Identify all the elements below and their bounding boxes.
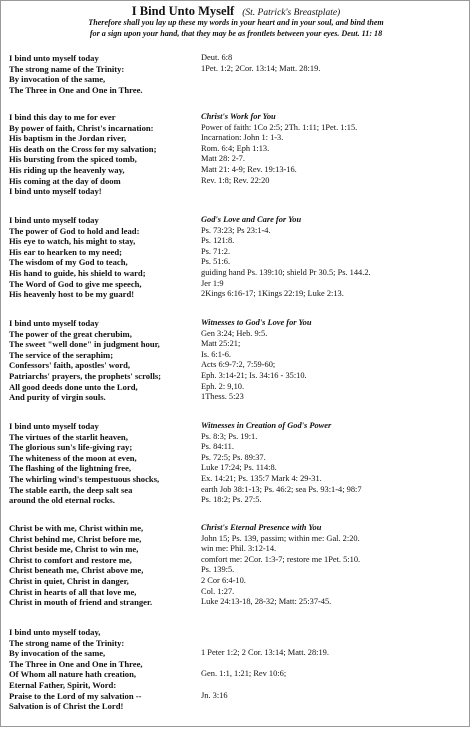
- stanza-line: Of Whom all nature hath creation,: [9, 669, 137, 680]
- references-3: [201, 215, 467, 300]
- stanza-line: By power of faith, Christ's incarnation:: [9, 122, 154, 133]
- section-heading: God's Love and Care for You: [201, 215, 302, 224]
- scripture-reference: 1Thess. 5:23: [201, 392, 244, 402]
- stanza-line: I bind unto myself today: [9, 421, 99, 431]
- stanza-line: And purity of virgin souls.: [9, 392, 106, 403]
- stanza-6: [9, 523, 197, 608]
- reference-spacer: [201, 659, 467, 670]
- scripture-reference: Is. 6:1-6.: [201, 349, 232, 359]
- stanza-line: Patriarchs' prayers, the prophets' scrolls;: [9, 370, 162, 381]
- scripture-reference: John 15; Ps. 139, passim; within me: Gal. 2:20.: [201, 533, 360, 543]
- stanza-line: The Three in One and One in Three.: [9, 84, 143, 95]
- scripture-reference: Ps. 18:2; Ps. 27:5.: [201, 495, 262, 505]
- scripture-reference: Ex. 14:21; Ps. 135:7 Mark 4: 29-31.: [201, 473, 322, 483]
- stanza-line: By invocation of the same,: [9, 648, 106, 659]
- stanza-line: The whirling wind's tempestuous shocks,: [9, 473, 160, 484]
- stanza-line: Christ behind me, Christ before me,: [9, 533, 142, 544]
- scripture-reference: 1Pet. 1:2; 2Cor. 13:14; Matt. 28:19.: [201, 63, 321, 73]
- section-heading: Witnesses to God's Love for You: [201, 318, 312, 327]
- stanza-line: His death on the Cross for my salvation;: [9, 143, 157, 154]
- scripture-reference: Ps. 73:23; Ps 23:1-4.: [201, 225, 271, 235]
- scripture-reference: 2Kings 6:16-17; 1Kings 22:19; Luke 2:13.: [201, 289, 344, 299]
- epigraph-line-2: for a sign upon your hand, that they may be as frontlets between your eyes. Deut. 11: 18: [89, 29, 383, 38]
- reference-spacer: [201, 680, 467, 691]
- scripture-reference: Rom. 6:4; Eph 1:13.: [201, 143, 270, 153]
- scripture-reference: Matt 21: 4-9; Rev. 19:13-16.: [201, 164, 297, 174]
- scripture-reference: Ps. 72:5; Ps. 89:37.: [201, 452, 266, 462]
- stanza-line: I bind unto myself today: [9, 215, 99, 225]
- stanza-line: The service of the seraphim;: [9, 349, 114, 360]
- scripture-reference: Power of faith: 1Co 2:5; 2Th. 1:11; 1Pet. 1:15.: [201, 122, 358, 132]
- stanza-line: Christ to comfort and restore me,: [9, 554, 132, 565]
- scripture-reference: 2 Cor 6:4-10.: [201, 575, 246, 585]
- stanza-line: His hand to guide, his shield to ward;: [9, 267, 146, 278]
- stanza-line: The power of God to hold and lead:: [9, 225, 140, 236]
- scripture-reference: Jn. 3:16: [201, 690, 228, 700]
- references-6: [201, 523, 467, 608]
- stanza-line: Salvation is of Christ the Lord!: [9, 701, 124, 712]
- stanza-4: [9, 318, 197, 403]
- scripture-reference: Eph. 3:14-21; Is. 34:16 - 35:10.: [201, 370, 307, 380]
- scripture-reference: Rev. 1:8; Rev. 22:20: [201, 175, 270, 185]
- reference-spacer: [201, 638, 467, 649]
- stanza-line: I bind unto myself today: [9, 318, 99, 328]
- scripture-reference: Jer 1:9: [201, 278, 224, 288]
- scripture-reference: Acts 6:9-7:2, 7:59-60;: [201, 360, 276, 370]
- scripture-reference: Ps. 71:2.: [201, 246, 231, 256]
- scripture-reference: Incarnation: John 1: 1-3.: [201, 133, 284, 143]
- stanza-line: The glorious sun's life-giving ray;: [9, 442, 133, 453]
- stanza-7: [9, 627, 197, 712]
- stanza-line: The whiteness of the moon at even,: [9, 452, 137, 463]
- stanza-line: The Three in One and One in Three,: [9, 658, 143, 669]
- stanza-line: I bind unto myself today,: [9, 627, 101, 637]
- references-4: [201, 318, 467, 403]
- scripture-reference: Ps. 51:6.: [201, 257, 231, 267]
- stanza-line: The power of the great cherubim,: [9, 328, 132, 339]
- stanza-line: Christ in mouth of friend and stranger.: [9, 597, 153, 608]
- stanza-line: His baptism in the Jordan river,: [9, 133, 127, 144]
- stanza-line: Confessors' faith, apostles' word,: [9, 360, 131, 371]
- stanza-line: His eye to watch, his might to stay,: [9, 236, 136, 247]
- scripture-reference: win me: Phil. 3:12-14.: [201, 544, 277, 554]
- stanza-line: By invocation of the same,: [9, 74, 106, 85]
- scripture-reference: 1 Peter 1:2; 2 Cor. 13:14; Matt. 28:19.: [201, 648, 329, 658]
- stanza-line: I bind this day to me for ever: [9, 112, 116, 122]
- scripture-reference: Matt 28: 2-7.: [201, 154, 245, 164]
- stanza-line: His riding up the heavenly way,: [9, 164, 125, 175]
- stanza-line: His coming at the day of doom: [9, 175, 121, 186]
- stanza-line: The flashing of the lightning free,: [9, 463, 132, 474]
- stanza-line: The Word of God to give me speech,: [9, 278, 142, 289]
- scripture-reference: Ps. 84:11.: [201, 442, 234, 452]
- page-subtitle: (St. Patrick's Breastplate): [242, 8, 341, 18]
- scripture-reference: Eph. 2: 9,10.: [201, 381, 245, 391]
- stanza-1: [9, 53, 197, 95]
- scripture-reference: Luke 17:24; Ps. 114:8.: [201, 463, 277, 473]
- stanza-line: Christ be with me, Christ within me,: [9, 523, 144, 533]
- epigraph-line-1: Therefore shall you lay up these my words in your heart and in your soul, and bind them: [88, 18, 384, 27]
- stanza-line: Christ beside me, Christ to win me,: [9, 544, 139, 555]
- scripture-reference: guiding hand Ps. 139:10; shield Pr 30.5; Ps. 144.2.: [201, 267, 371, 277]
- stanza-line: Eternal Father, Spirit, Word:: [9, 679, 117, 690]
- section-heading: Christ's Work for You: [201, 112, 276, 121]
- stanza-line: Christ beneath me, Christ above me,: [9, 565, 144, 576]
- stanza-line: The strong name of the Trinity:: [9, 637, 125, 648]
- stanza-line: around the old eternal rocks.: [9, 495, 115, 506]
- stanza-line: Christ in quiet, Christ in danger,: [9, 575, 129, 586]
- scripture-reference: Gen 3:24; Heb. 9:5.: [201, 328, 268, 338]
- stanza-line: His bursting from the spiced tomb,: [9, 154, 137, 165]
- stanza-line: The sweet "well done" in judgment hour,: [9, 339, 160, 350]
- stanza-3: [9, 215, 197, 300]
- scripture-reference: Deut. 6:8: [201, 53, 233, 62]
- stanza-line: The wisdom of my God to teach,: [9, 257, 128, 268]
- stanza-line: His heavenly host to be my guard!: [9, 289, 135, 300]
- scripture-reference: Ps. 139:5.: [201, 565, 235, 575]
- stanza-line: The virtues of the starlit heaven,: [9, 431, 128, 442]
- scripture-reference: Gen. 1:1, 1:21; Rev 10:6;: [201, 669, 287, 679]
- section-heading: Witnesses in Creation of God's Power: [201, 421, 332, 430]
- references-2: [201, 112, 467, 186]
- stanza-line: Praise to the Lord of my salvation --: [9, 690, 142, 701]
- scripture-reference: Matt 25:21;: [201, 339, 241, 349]
- references-1: [201, 53, 467, 74]
- reference-spacer: [201, 627, 467, 638]
- stanza-line: His ear to hearken to my need;: [9, 246, 122, 257]
- stanza-5: [9, 421, 197, 506]
- page-title: I Bind Unto Myself: [131, 4, 235, 18]
- stanza-line: I bind unto myself today!: [9, 186, 102, 197]
- stanza-line: Christ in hearts of all that love me,: [9, 586, 137, 597]
- references-7: [201, 627, 467, 701]
- scripture-reference: Ps. 8:3; Ps. 19:1.: [201, 431, 258, 441]
- section-heading: Christ's Eternal Presence with You: [201, 523, 322, 532]
- stanza-line: All good deeds done unto the Lord,: [9, 381, 138, 392]
- stanza-line: The strong name of the Trinity:: [9, 63, 125, 74]
- scripture-reference: Luke 24:13-18, 28-32; Matt: 25:37-45.: [201, 597, 332, 607]
- scripture-reference: earth Job 38:1-13; Ps. 46:2; sea Ps. 93:1-4; 98:7: [201, 484, 362, 494]
- references-5: [201, 421, 467, 506]
- stanza-2: [9, 112, 197, 197]
- scripture-reference: comfort me: 2Cor. 1:3-7; restore me 1Pet. 5:10.: [201, 554, 361, 564]
- stanza-line: I bind unto myself today: [9, 53, 99, 63]
- scripture-reference: Col. 1:27.: [201, 586, 235, 596]
- scripture-reference: Ps. 121:8.: [201, 236, 235, 246]
- stanza-line: The stable earth, the deep salt sea: [9, 484, 133, 495]
